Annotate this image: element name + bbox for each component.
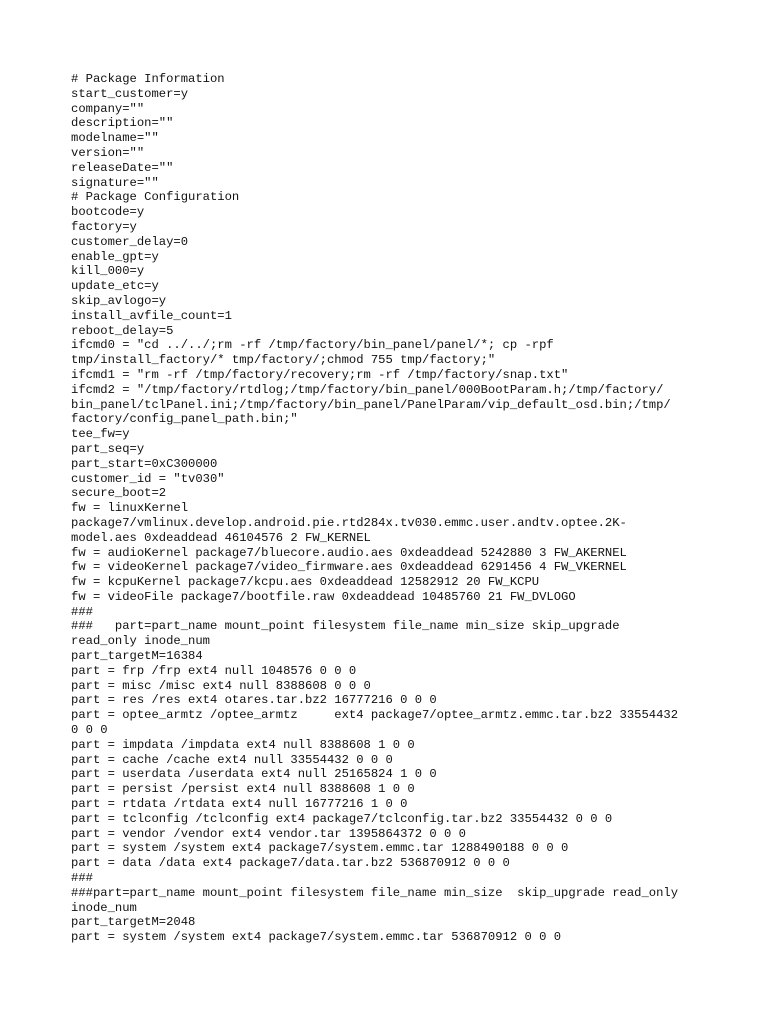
- text-line: part = system /system ext4 package7/system.emmc.tar 536870912 0 0 0: [71, 930, 562, 945]
- text-line: customer_id = "tv030": [71, 471, 225, 486]
- text-line: model.aes 0xdeaddead 46104576 2 FW_KERNEL: [71, 530, 371, 545]
- text-line: signature="": [71, 175, 159, 190]
- text-line: bin_panel/tclPanel.ini;/tmp/factory/bin_panel/PanelParam/vip_default_osd.bin;/tmp/: [71, 397, 671, 412]
- text-line: ifcmd2 = "/tmp/factory/rtdlog;/tmp/factory/bin_panel/000BootParam.h;/tmp/factory/: [71, 382, 664, 397]
- text-line: ### part=part_name mount_point filesystem file_name min_size skip_upgrade: [71, 619, 620, 634]
- text-line: install_avfile_count=1: [71, 308, 232, 323]
- text-line: part = optee_armtz /optee_armtz ext4 package7/optee_armtz.emmc.tar.bz2 33554432: [71, 708, 679, 723]
- text-line: ifcmd1 = "rm -rf /tmp/factory/recovery;rm -rf /tmp/factory/snap.txt": [71, 367, 569, 382]
- text-line: part = data /data ext4 package7/data.tar.bz2 536870912 0 0 0: [71, 856, 510, 871]
- text-line: version="": [71, 145, 145, 160]
- text-line: part = frp /frp ext4 null 1048576 0 0 0: [71, 663, 357, 678]
- text-line: # Package Configuration: [71, 190, 240, 205]
- document-body: [71, 72, 731, 945]
- text-line: description="": [71, 116, 174, 131]
- text-line: factory/config_panel_path.bin;": [71, 412, 298, 427]
- text-line: enable_gpt=y: [71, 249, 159, 264]
- text-line: 0 0 0: [71, 723, 108, 738]
- text-line: fw = audioKernel package7/bluecore.audio.aes 0xdeaddead 5242880 3 FW_AKERNEL: [71, 545, 627, 560]
- text-line: modelname="": [71, 131, 159, 146]
- text-line: part_seq=y: [71, 441, 145, 456]
- text-line: part = res /res ext4 otares.tar.bz2 16777216 0 0 0: [71, 693, 437, 708]
- text-line: start_customer=y: [71, 86, 189, 101]
- text-line: fw = videoFile package7/bootfile.raw 0xdeaddead 10485760 21 FW_DVLOGO: [71, 589, 576, 604]
- text-line: tmp/install_factory/* tmp/factory/;chmod 755 tmp/factory;": [71, 353, 496, 368]
- text-line: inode_num: [71, 900, 137, 915]
- text-line: update_etc=y: [71, 279, 159, 294]
- text-line: part = cache /cache ext4 null 33554432 0 0 0: [71, 752, 393, 767]
- text-line: part = vendor /vendor ext4 vendor.tar 1395864372 0 0 0: [71, 826, 466, 841]
- text-line: company="": [71, 101, 145, 116]
- text-line: part = rtdata /rtdata ext4 null 16777216 1 0 0: [71, 797, 408, 812]
- text-line: fw = videoKernel package7/video_firmware.aes 0xdeaddead 6291456 4 FW_VKERNEL: [71, 560, 627, 575]
- text-line: read_only inode_num: [71, 634, 210, 649]
- text-line: part_start=0xC300000: [71, 456, 218, 471]
- text-line: ###part=part_name mount_point filesystem file_name min_size skip_upgrade read_only: [71, 885, 679, 900]
- text-line: tee_fw=y: [71, 427, 130, 442]
- text-line: part = impdata /impdata ext4 null 8388608 1 0 0: [71, 737, 415, 752]
- text-line: reboot_delay=5: [71, 323, 174, 338]
- text-line: part = misc /misc ext4 null 8388608 0 0 0: [71, 678, 371, 693]
- text-line: ###: [71, 604, 93, 619]
- text-line: ###: [71, 871, 93, 886]
- text-line: bootcode=y: [71, 205, 145, 220]
- text-line: ifcmd0 = "cd ../../;rm -rf /tmp/factory/bin_panel/panel/*; cp -rpf: [71, 338, 554, 353]
- text-line: skip_avlogo=y: [71, 293, 167, 308]
- text-line: package7/vmlinux.develop.android.pie.rtd284x.tv030.emmc.user.andtv.optee.2K-: [71, 515, 627, 530]
- text-line: # Package Information: [71, 72, 225, 86]
- text-line: part = persist /persist ext4 null 8388608 1 0 0: [71, 782, 415, 797]
- text-line: factory=y: [71, 219, 137, 234]
- text-line: part_targetM=16384: [71, 649, 203, 664]
- text-line: fw = linuxKernel: [71, 501, 189, 516]
- text-line: customer_delay=0: [71, 234, 189, 249]
- text-line: secure_boot=2: [71, 486, 167, 501]
- text-line: releaseDate="": [71, 160, 174, 175]
- text-line: part_targetM=2048: [71, 915, 196, 930]
- text-line: kill_000=y: [71, 264, 145, 279]
- text-line: part = system /system ext4 package7/system.emmc.tar 1288490188 0 0 0: [71, 841, 569, 856]
- text-line: part = tclconfig /tclconfig ext4 package7/tclconfig.tar.bz2 33554432 0 0 0: [71, 811, 613, 826]
- text-line: fw = kcpuKernel package7/kcpu.aes 0xdeaddead 12582912 20 FW_KCPU: [71, 575, 540, 590]
- text-line: part = userdata /userdata ext4 null 25165824 1 0 0: [71, 767, 437, 782]
